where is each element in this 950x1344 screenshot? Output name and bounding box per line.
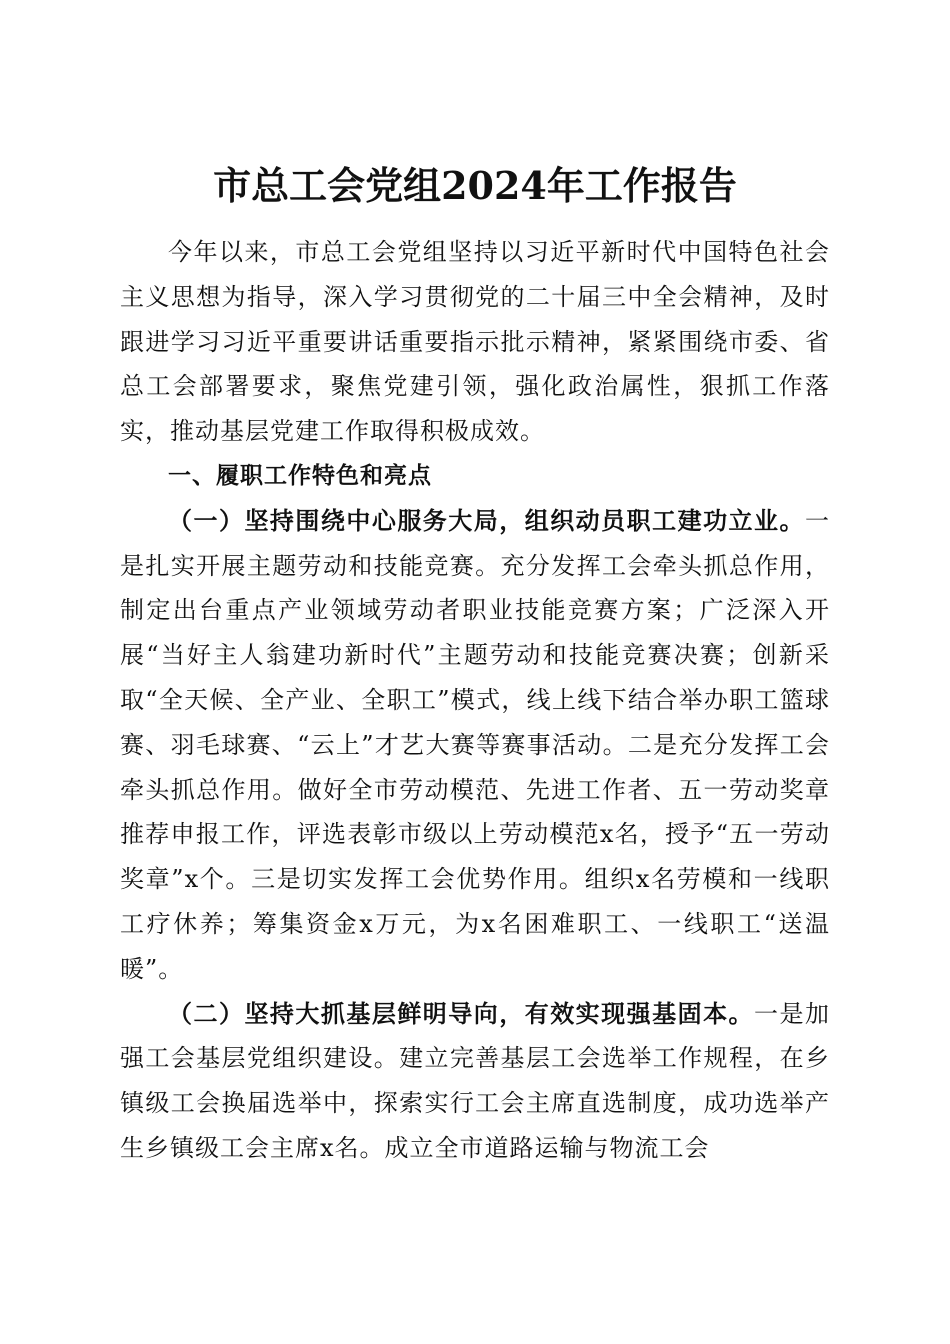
- intro-paragraph: 今年以来，市总工会党组坚持以习近平新时代中国特色社会主义思想为指导，深入学习贯彻党的二十届三中全会精神，及时跟进学习习近平重要讲话重要指示批示精神，紧紧围绕市委、省总工会部署要求，聚焦党建引领，强化政治属性，狠抓工作落实，推动基层党建工作取得积极成效。: [120, 238, 830, 446]
- subsection-2-body: 一是加强工会基层党组织建设。建立完善基层工会选举工作规程，在乡镇级工会换届选举中，探索实行工会主席直选制度，成功选举产生乡镇级工会主席x名。成立全市道路运输与物流工会: [120, 999, 831, 1162]
- subsection-2-paragraph: [120, 992, 830, 1171]
- subsection-2-heading: （二）坚持大抓基层鲜明导向，有效实现强基固本。: [168, 998, 755, 1028]
- subsection-1-heading: （一）坚持围绕中心服务大局，组织动员职工建功立业。: [168, 505, 805, 535]
- document-body: [120, 230, 830, 1171]
- section-heading: 一、履职工作特色和亮点: [168, 462, 432, 489]
- document-title: 市总工会党组2024年工作报告: [213, 163, 737, 209]
- subsection-1-body: 一是扎实开展主题劳动和技能竞赛。充分发挥工会牵头抓总作用，制定出台重点产业领域劳动者职业技能竞赛方案；广泛深入开展“当好主人翁建功新时代”主题劳动和技能竞赛决赛；创新采取“全天候、全产业、全职工”模式，线上线下结合举办职工篮球赛、羽毛球赛、“云上”才艺大赛等赛事活动。二是充分发挥工会牵头抓总作用。做好全市劳动模范、先进工作者、五一劳动奖章推荐申报工作，评选表彰市级以上劳动模范x名，授予“五一劳动奖章”x个。三是切实发挥工会优势作用。组织x名劳模和一线职工疗休养；筹集资金x万元，为x名困难职工、一线职工“送温暖”。: [120, 506, 830, 983]
- subsection-1-paragraph: [120, 499, 830, 992]
